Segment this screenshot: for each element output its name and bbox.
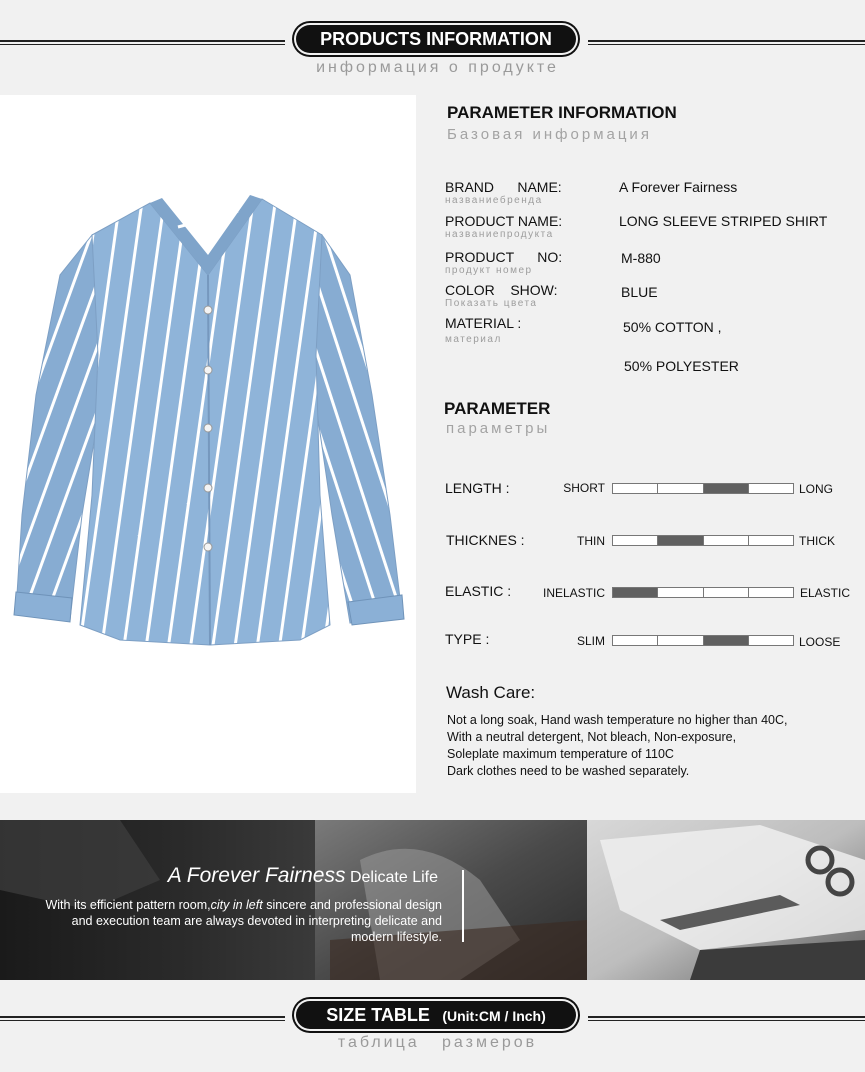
product-photo bbox=[0, 95, 416, 793]
scale-segment bbox=[613, 484, 658, 493]
shirt-button-4 bbox=[204, 484, 212, 492]
shirt-button-3 bbox=[204, 424, 212, 432]
header-rule-left bbox=[0, 40, 285, 45]
product-no-label: PRODUCT NO: bbox=[445, 249, 563, 265]
scale-segment bbox=[749, 484, 793, 493]
brand-name-sublabel: названиебренда bbox=[445, 195, 543, 206]
material-value-polyester: 50% POLYESTER bbox=[624, 358, 739, 374]
scale-length-label: LENGTH : bbox=[445, 480, 510, 496]
brand-banner-line-2: and execution team are always devoted in interpreting delicate and bbox=[71, 914, 442, 928]
material-label: MATERIAL : bbox=[445, 315, 522, 331]
size-table-banner bbox=[296, 1001, 576, 1029]
scale-length-right: LONG bbox=[799, 482, 834, 496]
brand-name-label: BRAND NAME: bbox=[445, 179, 562, 195]
scale-elastic-left: INELASTIC bbox=[542, 586, 605, 600]
scale-segment bbox=[658, 484, 703, 493]
shirt-button-5 bbox=[204, 543, 212, 551]
brand-banner bbox=[0, 820, 865, 980]
wash-care-line-3: Soleplate maximum temperature of 110C bbox=[447, 747, 674, 761]
scale-length-bar bbox=[612, 483, 794, 494]
products-information-title: PRODUCTS INFORMATION bbox=[320, 29, 552, 49]
wash-care-line-2: With a neutral detergent, Not bleach, Non-exposure, bbox=[447, 730, 737, 744]
parameter-title: PARAMETER bbox=[444, 399, 551, 418]
brand-name-value: A Forever Fairness bbox=[619, 179, 738, 195]
striped-shirt-image bbox=[0, 95, 416, 793]
color-show-value: BLUE bbox=[621, 284, 658, 300]
scale-segment bbox=[749, 636, 793, 645]
brand-banner-heading bbox=[0, 864, 438, 888]
brand-banner-line-3: modern lifestyle. bbox=[350, 930, 442, 944]
brand-banner-brand: A Forever Fairness bbox=[167, 864, 346, 887]
size-table-rule-right bbox=[588, 1016, 865, 1021]
scale-thickness-right: THICK bbox=[799, 534, 835, 548]
parameter-information-title: PARAMETER INFORMATION bbox=[447, 103, 677, 122]
scale-segment-selected bbox=[613, 588, 658, 597]
scale-segment bbox=[658, 636, 703, 645]
scale-thickness-label: THICKNES : bbox=[446, 532, 525, 548]
size-table-rule-left bbox=[0, 1016, 285, 1021]
brand-banner-line-1: With its efficient pattern room,city in left sincere and professional design bbox=[45, 898, 442, 912]
wash-care-line-1: Not a long soak, Hand wash temperature no higher than 40C, bbox=[447, 713, 788, 727]
scale-thickness-bar bbox=[612, 535, 794, 546]
brand-banner-copy bbox=[0, 897, 442, 945]
product-no-value: M-880 bbox=[621, 250, 661, 266]
scale-segment bbox=[749, 588, 793, 597]
scale-segment bbox=[613, 636, 658, 645]
wash-care-title: Wash Care: bbox=[446, 683, 536, 702]
scale-segment-selected bbox=[704, 484, 749, 493]
brand-banner-city: city in left bbox=[210, 898, 263, 912]
shirt-button-2 bbox=[204, 366, 212, 374]
products-information-banner bbox=[296, 25, 576, 53]
scale-segment bbox=[613, 536, 658, 545]
scale-segment bbox=[704, 536, 749, 545]
size-table-subtitle: таблица размеров bbox=[337, 1034, 538, 1051]
material-value-cotton: 50% COTTON , bbox=[623, 319, 722, 335]
scale-thickness-left: THIN bbox=[577, 534, 605, 548]
product-name-value: LONG SLEEVE STRIPED SHIRT bbox=[619, 213, 828, 229]
scale-elastic-label: ELASTIC : bbox=[445, 583, 512, 599]
wash-care-line-4: Dark clothes need to be washed separately. bbox=[447, 764, 690, 778]
scale-elastic-bar bbox=[612, 587, 794, 598]
header-rule-right bbox=[588, 40, 865, 45]
product-no-sublabel: продукт номер bbox=[445, 265, 533, 276]
product-name-label: PRODUCT NAME: bbox=[445, 213, 563, 229]
scale-length-left: SHORT bbox=[563, 481, 605, 495]
color-show-label: COLOR SHOW: bbox=[445, 282, 558, 298]
size-table-unit: (Unit:CM / Inch) bbox=[442, 1008, 546, 1024]
parameter-information-subtitle: Базовая информация bbox=[447, 126, 652, 143]
brand-banner-tagline: Delicate Life bbox=[349, 869, 438, 886]
parameter-subtitle: параметры bbox=[446, 420, 551, 437]
scale-segment-selected bbox=[704, 636, 749, 645]
product-name-sublabel: названиепродукта bbox=[445, 229, 554, 240]
material-sublabel: материал bbox=[445, 334, 502, 345]
products-information-subtitle: информация о продукте bbox=[316, 59, 559, 76]
scale-type-label: TYPE : bbox=[445, 631, 490, 647]
scale-type-right: LOOSE bbox=[799, 635, 841, 649]
scale-segment bbox=[658, 588, 703, 597]
color-show-sublabel: Показать цвета bbox=[445, 298, 538, 309]
scale-type-left: SLIM bbox=[576, 634, 605, 648]
scale-type-bar bbox=[612, 635, 794, 646]
scale-elastic-right: ELASTIC bbox=[800, 586, 851, 600]
size-table-title: SIZE TABLE bbox=[326, 1005, 430, 1025]
scale-segment-selected bbox=[658, 536, 703, 545]
scale-segment bbox=[749, 536, 793, 545]
shirt-button-1 bbox=[204, 306, 212, 314]
scale-segment bbox=[704, 588, 749, 597]
